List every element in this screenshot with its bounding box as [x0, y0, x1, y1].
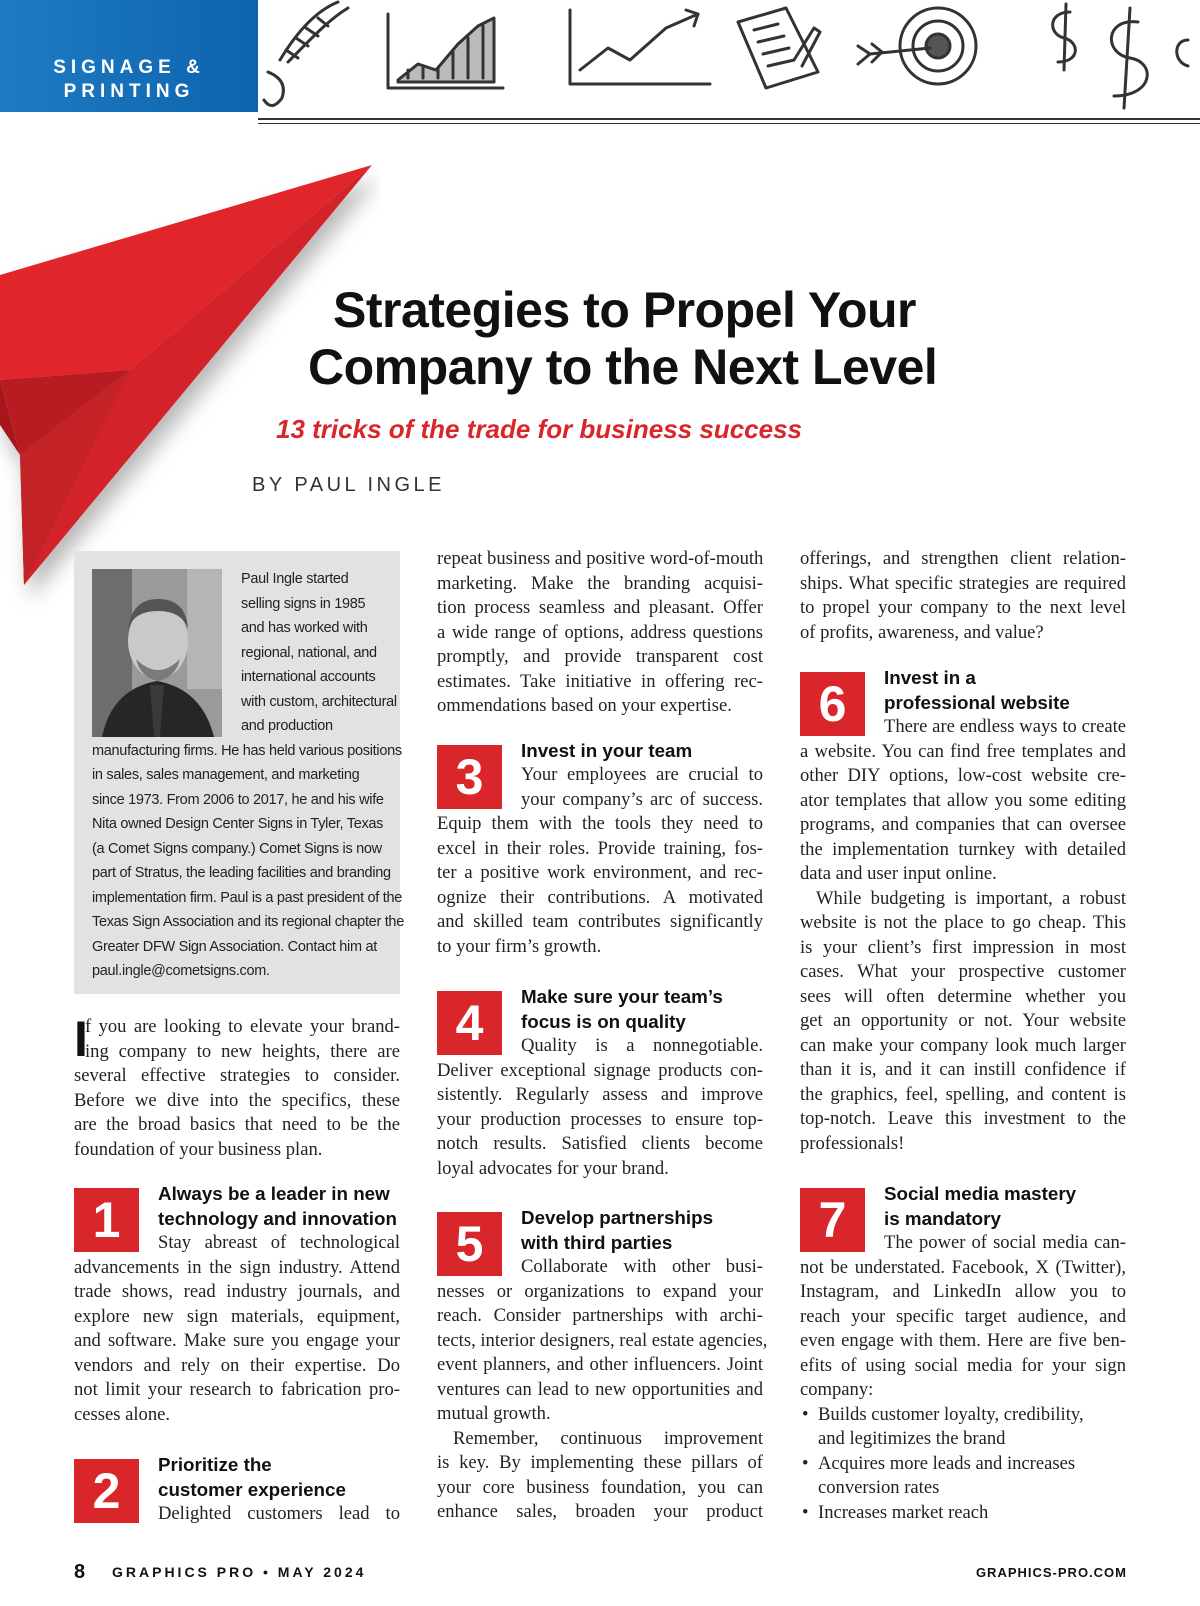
step-heading-line: is mandatory	[884, 1207, 1001, 1229]
step-line: top-notch. Leave this investment to the	[800, 1108, 1126, 1129]
step-5	[437, 1207, 768, 1532]
step-line: cesses alone.	[74, 1403, 171, 1425]
step-heading	[158, 1453, 346, 1502]
step-line: excel in their roles. Provide training, fos-	[437, 837, 763, 859]
step-line: The power of social media can-	[884, 1232, 1126, 1253]
step-line: Stay abreast of technological	[158, 1232, 400, 1253]
step-line: is key. By implementing these pillars of	[437, 1452, 763, 1473]
step-line: explore new sign materials, equipment,	[74, 1305, 400, 1327]
step-heading-line: Always be a leader in new	[158, 1183, 390, 1204]
step-heading-line: with third parties	[521, 1231, 673, 1253]
step-line: estimates. Take initiative in offering rec-	[437, 670, 763, 692]
step-line: ventures can lead to new opportunities and	[437, 1378, 763, 1400]
step-line: reach. Consider partnerships with archi-	[437, 1305, 763, 1326]
target-arrow-icon	[858, 8, 976, 84]
step-heading	[521, 739, 692, 764]
header-rule-thin	[258, 123, 1200, 124]
step-line: trade shows, read industry journals, and	[74, 1281, 400, 1302]
step-heading	[158, 1182, 397, 1231]
step-body	[74, 1502, 400, 1527]
list-item-continued	[800, 1427, 1126, 1452]
step-line: event planners, and other influencers. Joint	[437, 1354, 763, 1375]
step-line: ommendations based on your expertise.	[437, 695, 732, 716]
step-line: advancements in the sign industry. Attend	[74, 1256, 400, 1278]
bio-line: implementation firm. Paul is a past president of the	[92, 889, 403, 906]
step-line: get an opportunity or not. Your website	[800, 1010, 1126, 1031]
step-line: website is not the place to go cheap. This	[800, 912, 1126, 933]
step-line: marketing. Make the branding acquisi-	[437, 572, 763, 594]
list-item-text: Increases market reach	[818, 1501, 989, 1523]
step-heading-line: Invest in your team	[521, 740, 693, 761]
step-2-continued	[437, 547, 763, 719]
bio-line: international accounts	[241, 669, 376, 685]
step-3	[437, 740, 763, 965]
step-line: ter a positive work environment, and rec-	[437, 862, 763, 883]
step-line: ognize their contributions. A motivated	[437, 886, 763, 908]
step-line: to your firm’s growth.	[437, 935, 602, 957]
intro-line: are the broad basics that need to be the	[74, 1114, 400, 1135]
bio-line: in sales, sales management, and marketing	[92, 767, 360, 783]
step-line: not limit your research to fabrication pro-	[74, 1379, 400, 1400]
bullet-icon: •	[802, 1501, 809, 1523]
list-item-text: and legitimizes the brand	[818, 1428, 1006, 1449]
step-line: other DIY options, low-cost website cre-	[800, 765, 1126, 786]
step-number: 2	[92, 1463, 121, 1519]
step-6	[800, 667, 1126, 1162]
step-line: your production processes to ensure top-	[437, 1108, 763, 1130]
step-line: a website. You can find free templates and	[800, 740, 1126, 762]
step-line: sistently. Regularly assess and improve	[437, 1084, 763, 1105]
step-line: Equip them with the tools they need to	[437, 813, 763, 834]
step-line: professionals!	[800, 1132, 905, 1154]
step-1	[74, 1183, 400, 1425]
article-subtitle: 13 tricks of the trade for business success	[276, 414, 802, 444]
step-line: reach your specific target audience, and	[800, 1305, 1126, 1327]
step-2	[74, 1454, 400, 1529]
dna-helix-icon	[264, 2, 348, 106]
headline-line2: Company to the Next Level	[308, 339, 938, 395]
step-heading-line: Develop partnerships	[521, 1207, 714, 1228]
step-heading	[521, 985, 723, 1034]
step-body	[800, 715, 1126, 1156]
header-rule	[258, 118, 1200, 120]
step-line: to propel your company to the next level	[800, 597, 1126, 618]
step-line: programs, and companies that can oversee	[800, 814, 1126, 835]
step-heading	[521, 1206, 713, 1255]
list-item	[800, 1501, 1126, 1526]
bio-line: (a Comet Signs company.) Comet Signs is now	[92, 840, 382, 857]
intro-line: several effective strategies to consider.	[74, 1065, 400, 1086]
step-4	[437, 986, 763, 1191]
step-number: 4	[455, 995, 484, 1051]
step-heading-line: technology and innovation	[158, 1207, 397, 1229]
header-doodles	[258, 0, 1200, 118]
headline-line1: Strategies to Propel Your	[333, 282, 917, 338]
bio-line: paul.ingle@cometsigns.com.	[92, 963, 270, 979]
step-body	[800, 1231, 1126, 1525]
step-line: the implementation turnkey with detailed	[800, 838, 1126, 860]
step-number: 6	[818, 676, 847, 732]
step-line: Delighted customers lead to	[158, 1503, 400, 1524]
step-line: ships. What specific strategies are required	[800, 572, 1126, 594]
step-heading-line: Social media mastery	[884, 1183, 1077, 1204]
bio-line: and production	[241, 718, 333, 734]
step-line: a wide range of options, address questions	[437, 621, 763, 643]
step-body	[437, 763, 763, 959]
bio-line: Texas Sign Association and its regional chapter the	[92, 914, 404, 930]
list-item	[800, 1452, 1126, 1477]
step-number: 7	[818, 1192, 847, 1248]
step-heading-line: Make sure your team’s	[521, 986, 723, 1007]
step-heading-line: customer experience	[158, 1478, 346, 1500]
step-line: the graphics, feel, spelling, and content is	[800, 1083, 1126, 1105]
step-line: notch results. Satisfied clients become	[437, 1133, 763, 1154]
bio-line: Greater DFW Sign Association. Contact him at	[92, 938, 377, 955]
publication-info: GRAPHICS PRO • MAY 2024	[112, 1564, 367, 1580]
step-line: There are endless ways to create	[884, 716, 1126, 737]
step-line: ator templates that allow you some editing	[800, 789, 1126, 811]
bio-line: and has worked with	[241, 620, 368, 636]
step-line: cases. What your prospective customer	[800, 961, 1126, 982]
step-body	[74, 1231, 400, 1427]
article-byline: BY PAUL INGLE	[252, 474, 445, 496]
step-line: Your employees are crucial to	[521, 764, 763, 785]
step-line: While budgeting is important, a robust	[816, 887, 1126, 909]
step-body	[437, 1255, 768, 1525]
area-chart-icon	[388, 14, 503, 88]
step-line: and software. Make sure you engage your	[74, 1330, 400, 1351]
benefits-list	[800, 1403, 1126, 1526]
bio-line: Nita owned Design Center Signs in Tyler, Texas	[92, 816, 384, 832]
step-line: than it is, and it can instill confidence if	[800, 1059, 1126, 1080]
intro-paragraph	[74, 1011, 400, 1162]
step-number: 3	[455, 749, 484, 805]
step-line: Collaborate with other busi-	[521, 1256, 763, 1277]
step-line: even engage with them. Here are five ben-	[800, 1330, 1126, 1351]
bio-line: since 1973. From 2006 to 2017, he and his wife	[92, 791, 384, 808]
step-line: and skilled team contributes significantly	[437, 911, 763, 932]
bio-line: regional, national, and	[241, 644, 377, 661]
section-tag	[0, 0, 258, 112]
step-line: Quality is a nonnegotiable.	[521, 1035, 763, 1056]
step-5-continued	[800, 547, 1126, 645]
list-item	[800, 1403, 1126, 1428]
step-line: mutual growth.	[437, 1403, 551, 1424]
step-line: offerings, and strengthen client relation-	[800, 548, 1126, 569]
list-item-continued	[800, 1476, 1126, 1501]
step-line: tects, interior designers, real estate agencies,	[437, 1329, 768, 1351]
step-line: company:	[800, 1379, 874, 1400]
intro-line: foundation of your business plan.	[74, 1138, 323, 1160]
section-tag-line1: SIGNAGE &	[53, 57, 205, 78]
step-number: 5	[455, 1216, 484, 1272]
bio-line: manufacturing firms. He has held various positions	[92, 742, 402, 759]
step-line: your company’s arc of success.	[521, 788, 763, 810]
step-line: Remember, continuous improvement	[453, 1427, 763, 1449]
step-line: repeat business and positive word-of-mouth	[437, 548, 764, 569]
bio-line: selling signs in 1985	[241, 595, 366, 612]
article-headline	[308, 282, 1188, 396]
step-line: can make your company look much larger	[800, 1034, 1126, 1056]
step-heading	[884, 666, 1070, 715]
step-line: loyal advocates for your brand.	[437, 1157, 669, 1179]
bio-line: Paul Ingle started	[241, 571, 349, 587]
list-item-text: Builds customer loyalty, credibility,	[818, 1403, 1084, 1425]
checklist-icon	[738, 8, 820, 88]
intro-line-text: f you are looking to elevate your brand-	[85, 1016, 400, 1037]
step-line: nesses or organizations to expand your	[437, 1280, 763, 1302]
step-line: efits of using social media for your sign	[800, 1354, 1126, 1376]
intro-line: Before we dive into the specifics, these	[74, 1089, 400, 1111]
dollar-signs-icon	[1053, 4, 1188, 108]
drop-cap: I	[74, 1011, 88, 1067]
step-number: 1	[92, 1192, 121, 1248]
step-heading-line: Invest in a	[884, 667, 976, 688]
list-item-text: conversion rates	[818, 1477, 940, 1498]
step-line: of profits, awareness, and value?	[800, 621, 1044, 643]
step-line: tion process seamless and pleasant. Offer	[437, 597, 763, 618]
step-line: not be understated. Facebook, X (Twitter),	[800, 1256, 1126, 1278]
step-7	[800, 1183, 1126, 1528]
author-bio-box	[74, 551, 404, 994]
step-line: Instagram, and LinkedIn allow you to	[800, 1281, 1126, 1302]
bullet-icon: •	[802, 1452, 809, 1474]
bio-line: with custom, architectural	[241, 693, 397, 710]
list-item-text: Acquires more leads and increases	[818, 1452, 1076, 1474]
page-number: 8	[74, 1561, 86, 1583]
step-line: data and user input online.	[800, 863, 997, 884]
bio-text	[74, 567, 404, 984]
step-line: promptly, and provide transparent cost	[437, 646, 763, 667]
step-line: vendors and rely on their expertise. Do	[74, 1354, 400, 1376]
intro-line: ing company to new heights, there are	[85, 1040, 400, 1062]
section-tag-line2: PRINTING	[63, 81, 195, 102]
step-body	[437, 1034, 763, 1181]
step-line: enhance sales, broaden your product	[437, 1501, 763, 1522]
step-line: is your client’s first impression in most	[800, 936, 1126, 958]
bio-line: part of Stratus, the leading facilities and branding	[92, 865, 391, 881]
step-heading-line: professional website	[884, 691, 1070, 713]
line-chart-up-icon	[570, 10, 710, 84]
bullet-icon: •	[802, 1403, 809, 1425]
step-heading-line: Prioritize the	[158, 1454, 272, 1475]
step-line: sees will often determine whether you	[800, 985, 1126, 1007]
step-heading	[884, 1182, 1076, 1231]
publication-url[interactable]: GRAPHICS-PRO.COM	[975, 1565, 1127, 1580]
step-line: your core business foundation, you can	[437, 1476, 763, 1498]
step-line: Deliver exceptional signage products con-	[437, 1059, 763, 1081]
step-heading-line: focus is on quality	[521, 1010, 686, 1032]
